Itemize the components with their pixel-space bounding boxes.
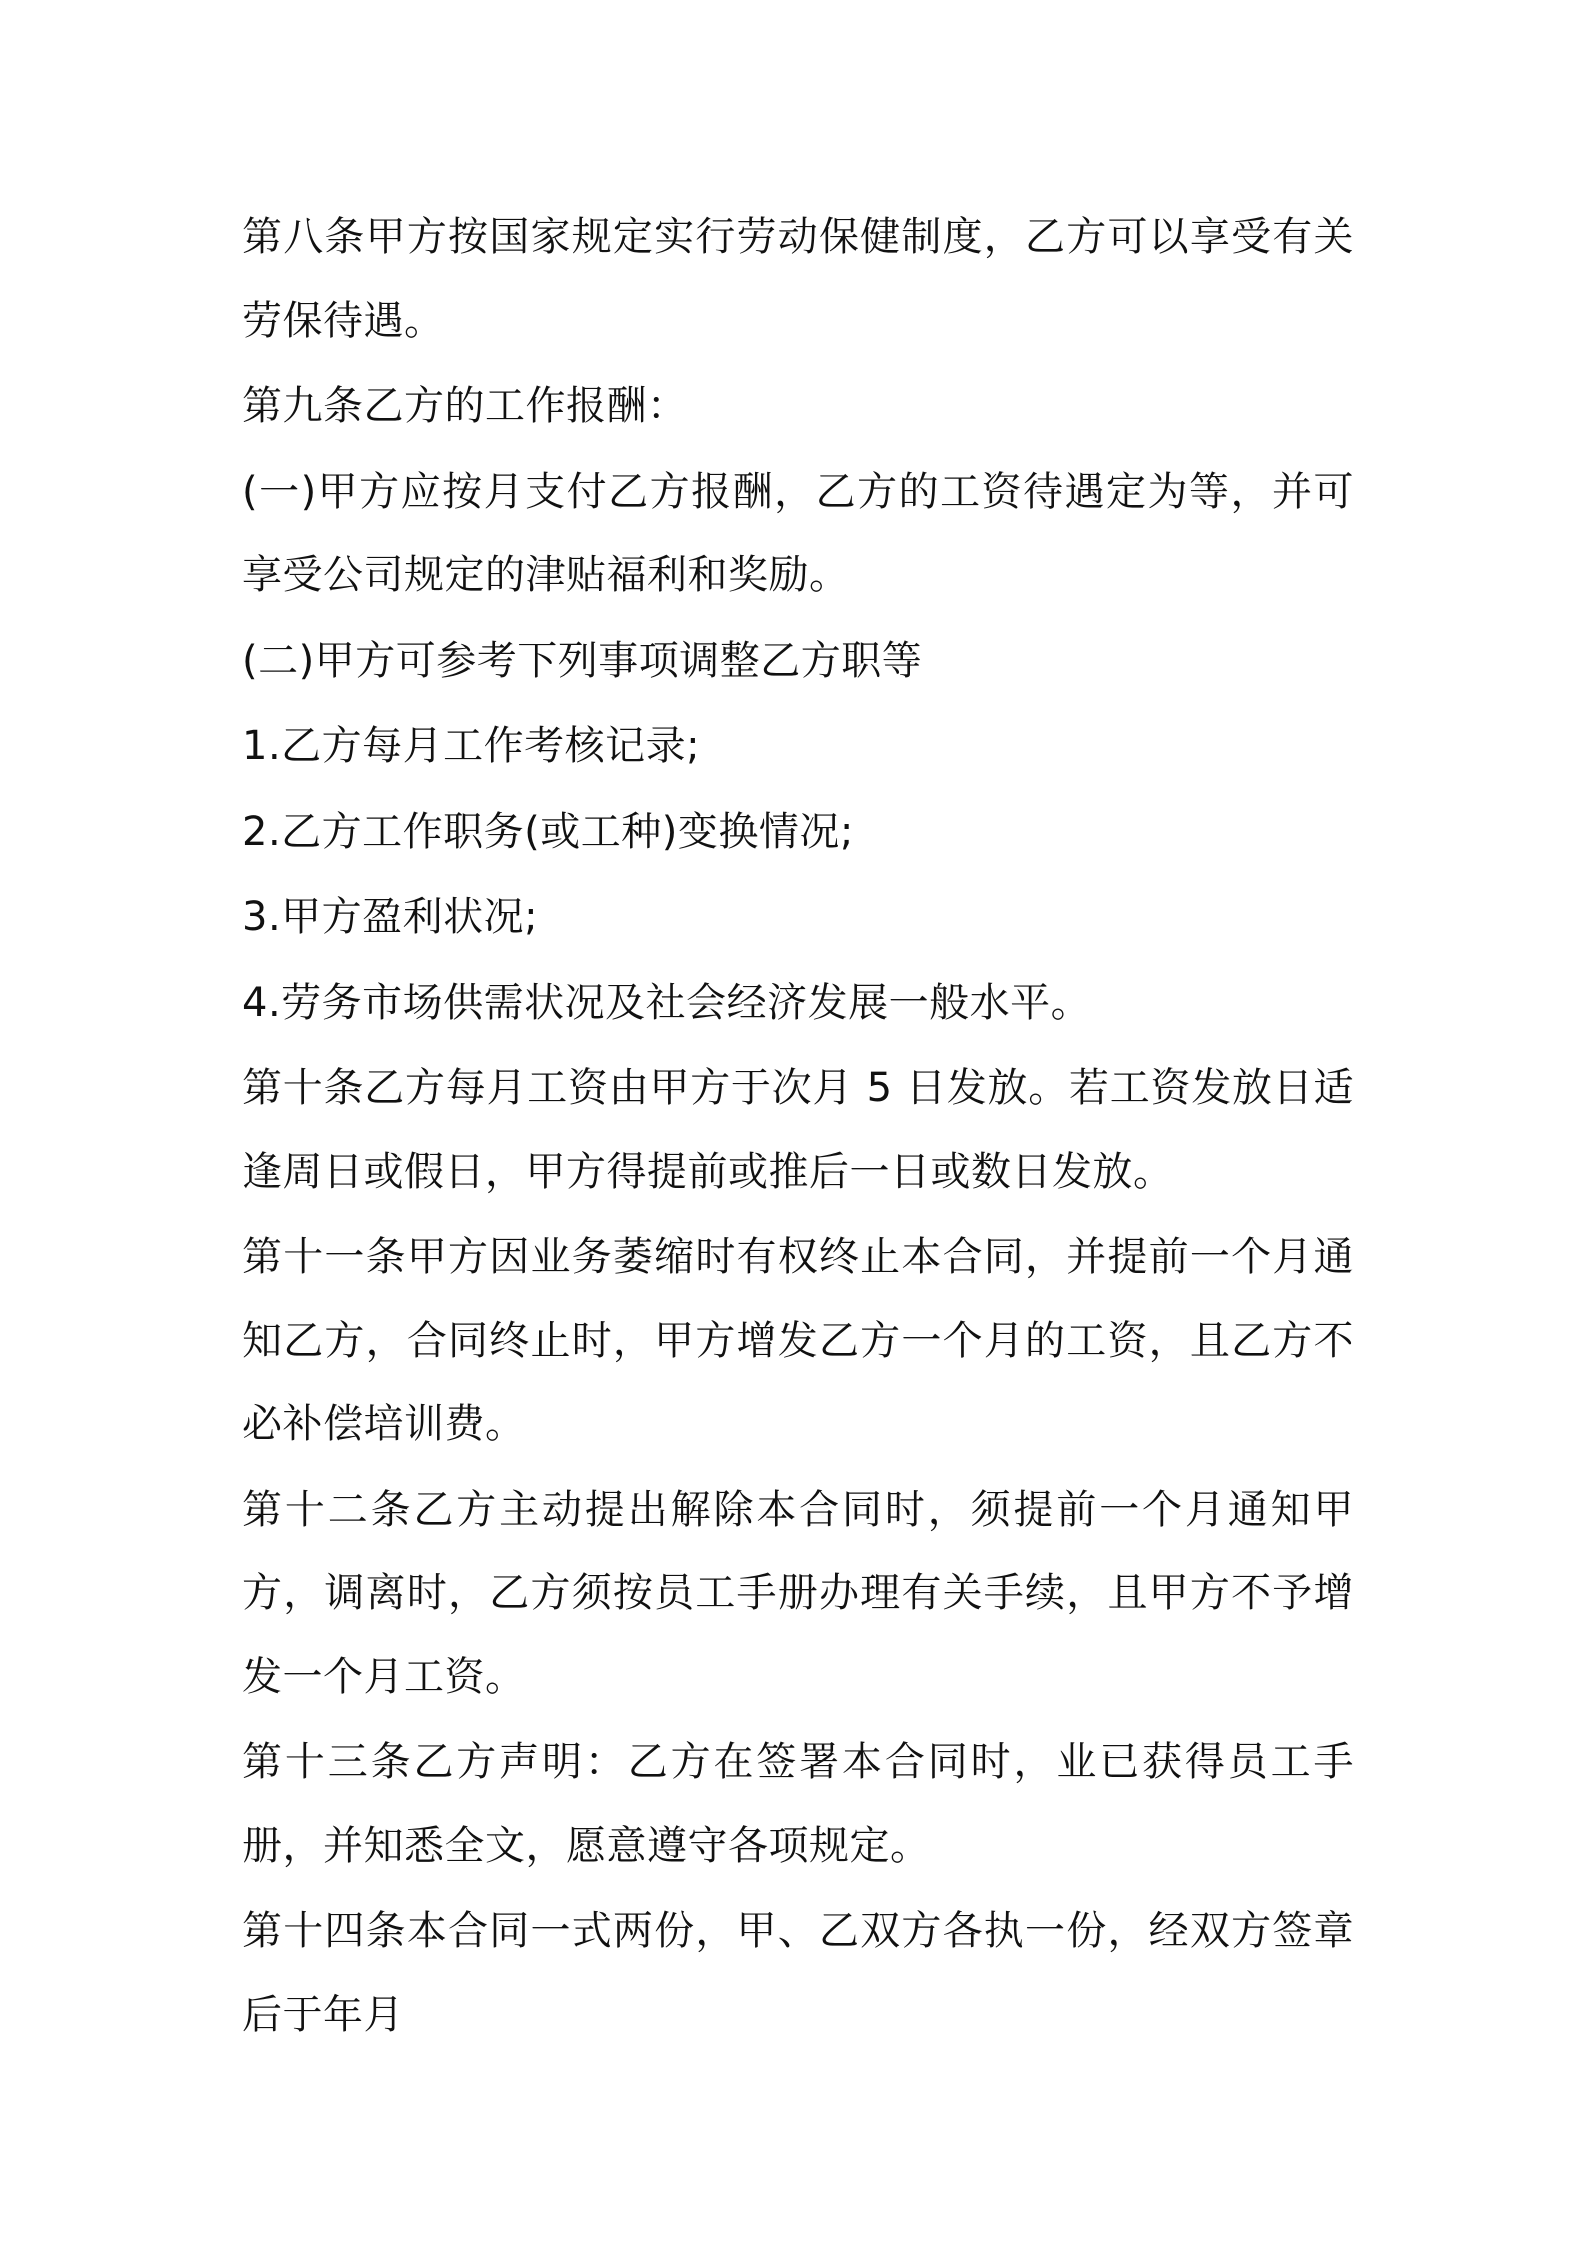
clause-11: 第十一条甲方因业务萎缩时有权终止本合同，并提前一个月通知乙方，合同终止时，甲方增发乙方一个月的工资，且乙方不必补偿培训费。 (242, 1234, 1354, 1447)
document-body (242, 196, 1354, 2059)
list-item-3: 3.甲方盈利状况; (242, 894, 539, 940)
clause-12: 第十二条乙方主动提出解除本合同时，须提前一个月通知甲方，调离时，乙方须按员工手册办理有关手续，且甲方不予增发一个月工资。 (242, 1486, 1354, 1700)
clause-9-heading: 第九条乙方的工作报酬： (242, 383, 688, 429)
clause-13: 第十三条乙方声明：乙方在签署本合同时，业已获得员工手册，并知悉全文，愿意遵守各项规定。 (242, 1739, 1354, 1869)
clause-8: 第八条甲方按国家规定实行劳动保健制度，乙方可以享受有关劳保待遇。 (242, 214, 1354, 344)
clause-9-item-1: (一)甲方应按月支付乙方报酬，乙方的工资待遇定为等，并可享受公司规定的津贴福利和奖励。 (242, 468, 1354, 598)
clause-10: 第十条乙方每月工资由甲方于次月 5 日发放。若工资发放日适逢周日或假日，甲方得提前或推后一日或数日发放。 (242, 1065, 1354, 1195)
clause-9-item-2: (二)甲方可参考下列事项调整乙方职等 (242, 637, 923, 684)
list-item-4: 4.劳务市场供需状况及社会经济发展一般水平。 (242, 979, 1092, 1026)
list-item-1: 1.乙方每月工作考核记录; (242, 723, 701, 769)
clause-14: 第十四条本合同一式两份，甲、乙双方各执一份，经双方签章后于年月 (242, 1908, 1354, 2038)
list-item-2: 2.乙方工作职务(或工种)变换情况; (242, 808, 854, 855)
